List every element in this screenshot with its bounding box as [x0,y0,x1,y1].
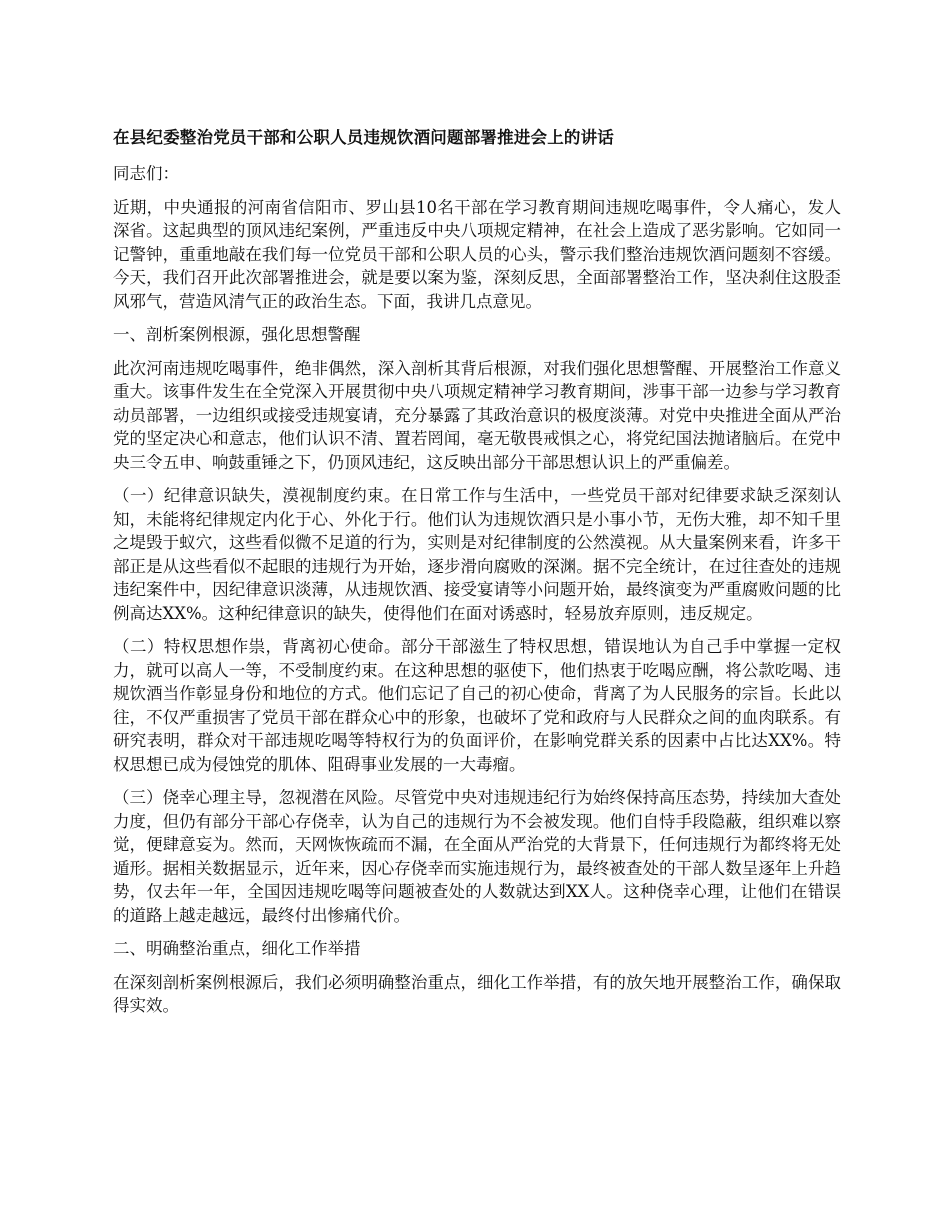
greeting: 同志们： [113,164,179,183]
section-1-intro: 此次河南违规吃喝事件，绝非偶然，深入剖析其背后根源，对我们强化思想警醒、开展整治工作意义重大。该事件发生在全党深入开展贯彻中央八项规定精神学习教育期间，涉事干部一边参与学习教育动员部署，一边组织或接受违规宴请，充分暴露了其政治意识的极度淡薄。对党中央推进全面从严治党的坚定决心和意志，他们认识不清、置若罔闻，毫无敬畏戒惧之心，将党纪国法抛诸脑后。在党中央三令五申、响鼓重锤之下，仍顶风违纪，这反映出部分干部思想认识上的严重偏差。 [113,358,841,472]
document-title: 在县纪委整治党员干部和公职人员违规饮酒问题部署推进会上的讲话 [113,128,614,147]
section-2-heading: 二、明确整治重点，细化工作举措 [113,939,361,958]
section-2-intro: 在深刻剖析案例根源后，我们必须明确整治重点，细化工作举措，有的放矢地开展整治工作，确保取得实效。 [113,972,841,1015]
section-1-point-1: （一）纪律意识缺失，漠视制度约束。在日常工作与生活中，一些党员干部对纪律要求缺乏深刻认知，未能将纪律规定内化于心、外化于行。他们认为违规饮酒只是小事小节，无伤大雅，却不知千里之堤毁于蚁穴，这些看似微不足道的行为，实则是对纪律制度的公然漠视。从大量案例来看，许多干部正是从这些看似不起眼的违规行为开始，逐步滑向腐败的深渊。据不完全统计，在过往查处的违规违纪案件中，因纪律意识淡薄，从违规饮酒、接受宴请等小问题开始，最终演变为严重腐败问题的比例高达XX%。这种纪律意识的缺失，使得他们在面对诱惑时，轻易放弃原则，违反规定。 [113,486,841,623]
section-1-point-3: （三）侥幸心理主导，忽视潜在风险。尽管党中央对违规违纪行为始终保持高压态势，持续加大查处力度，但仍有部分干部心存侥幸，认为自己的违规行为不会被发现。他们自恃手段隐蔽，组织难以察觉，便肆意妄为。然而，天网恢恢疏而不漏，在全面从严治党的大背景下，任何违规行为都终将无处遁形。据相关数据显示，近年来，因心存侥幸而实施违规行为，最终被查处的干部人数呈逐年上升趋势，仅去年一年，全国因违规吃喝等问题被查处的人数就达到XX人。这种侥幸心理，让他们在错误的道路上越走越远，最终付出惨痛代价。 [113,788,841,925]
intro-paragraph: 近期，中央通报的河南省信阳市、罗山县10名干部在学习教育期间违规吃喝事件，令人痛心，发人深省。这起典型的顶风违纪案例，严重违反中央八项规定精神，在社会上造成了恶劣影响。它如同一记警钟，重重地敲在我们每一位党员干部和公职人员的心头，警示我们整治违规饮酒问题刻不容缓。今天，我们召开此次部署推进会，就是要以案为鉴，深刻反思，全面部署整治工作，坚决刹住这股歪风邪气，营造风清气正的政治生态。下面，我讲几点意见。 [113,197,841,311]
document-page [113,126,841,1028]
section-1-heading: 一、剖析案例根源，强化思想警醒 [113,325,361,344]
section-1-point-2: （二）特权思想作祟，背离初心使命。部分干部滋生了特权思想，错误地认为自己手中掌握一定权力，就可以高人一等，不受制度约束。在这种思想的驱使下，他们热衷于吃喝应酬，将公款吃喝、违规饮酒当作彰显身份和地位的方式。他们忘记了自己的初心使命，背离了为人民服务的宗旨。长此以往，不仅严重损害了党员干部在群众心中的形象，也破坏了党和政府与人民群众之间的血肉联系。有研究表明，群众对干部违规吃喝等特权行为的负面评价，在影响党群关系的因素中占比达XX%。特权思想已成为侵蚀党的肌体、阻碍事业发展的一大毒瘤。 [113,637,841,774]
